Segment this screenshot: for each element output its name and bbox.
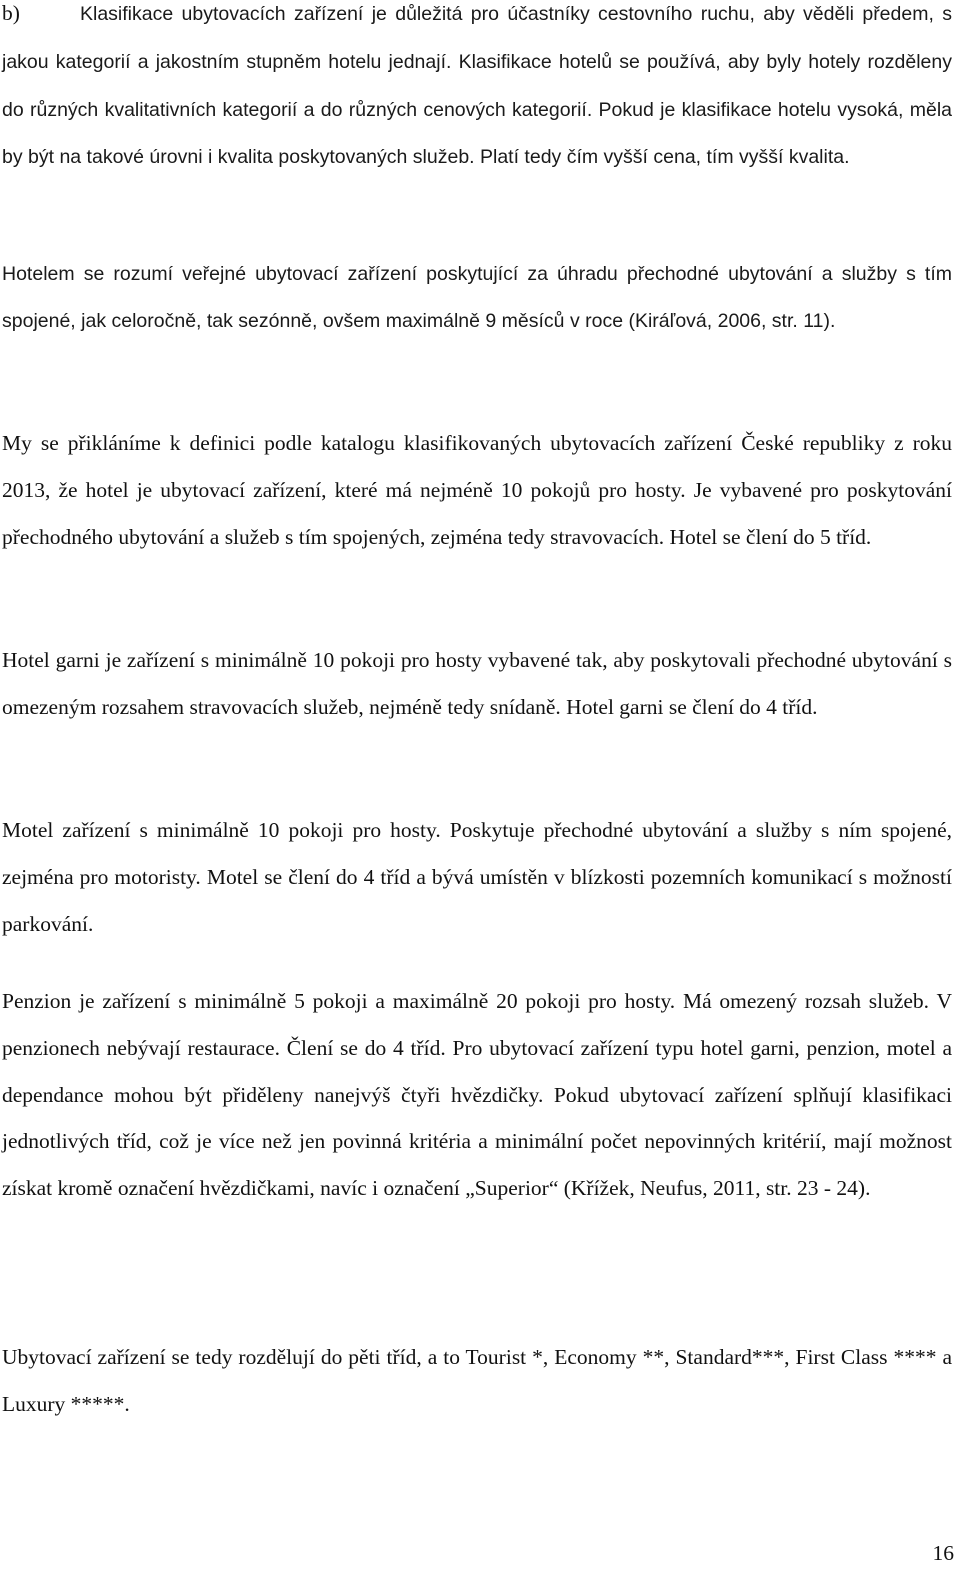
paragraph-motel: Motel zařízení s minimálně 10 pokoji pro hosty. Poskytuje přechodné ubytování a služby s ním spojené, zejména pro motoristy. Motel se člení do 4 tříd a bývá umístěn v blízkosti pozemních komunikací s možností parkování. [2,818,952,936]
paragraph-classes: Ubytovací zařízení se tedy rozdělují do pěti tříd, a to Tourist *, Economy **, Standard***, First Class **** a Luxury *****. [2,1345,952,1416]
page-number: 16 [932,1541,954,1565]
paragraph-hotel-catalog: My se přikláníme k definici podle katalogu klasifikovaných ubytovacích zařízení České republiky z roku 2013, že hotel je ubytovací zařízení, které má nejméně 10 pokojů pro hosty. Je vybavené pro poskytování přechodného ubytování a služeb s tím spojených, zejména tedy stravovacích. Hotel se člení do 5 tříd. [2,431,952,549]
paragraph-hotel-definition: Hotelem se rozumí veřejné ubytovací zařízení poskytující za úhradu přechodné ubytování a služby s tím spojené, jak celoročně, tak sezónně, ovšem maximálně 9 měsíců v roce (Kiráľová, 2006, str. 11). [2,263,952,332]
list-item-b [2,0,952,181]
list-marker: b) [2,1,20,25]
paragraph-penzion: Penzion je zařízení s minimálně 5 pokoji a maximálně 20 pokoji pro hosty. Má omezený rozsah služeb. V penzionech nebývají restaurace. Člení se do 4 tříd. Pro ubytovací zařízení typu hotel garni, penzion, motel a dependance mohou být přiděleny nanejvýš čtyři hvězdičky. Pokud ubytovací zařízení splňují klasifikaci jednotlivých tříd, což je více než jen povinná kritéria a minimální počet nepovinných kritérií, mají možnost získat kromě označení hvězdičkami, navíc i označení „Superior“ (Křížek, Neufus, 2011, str. 23 - 24). [2,989,952,1201]
list-item-text: Klasifikace ubytovacích zařízení je důležitá pro účastníky cestovního ruchu, aby věděli předem, s jakou kategorií a jakostním stupněm hotelu jednají. Klasifikace hotelů se používá, aby byly hotely rozděleny do různých kvalitativních kategorií a do různých cenových kategorií. Pokud je klasifikace hotelu vysoká, měla by být na takové úrovni i kvalita poskytovaných služeb. Platí tedy čím vyšší cena, tím vyšší kvalita. [2,3,952,169]
paragraph-hotel-garni: Hotel garni je zařízení s minimálně 10 pokoji pro hosty vybavené tak, aby poskytovali přechodné ubytování s omezeným rozsahem stravovacích služeb, nejméně tedy snídaně. Hotel garni se člení do 4 tříd. [2,648,952,719]
